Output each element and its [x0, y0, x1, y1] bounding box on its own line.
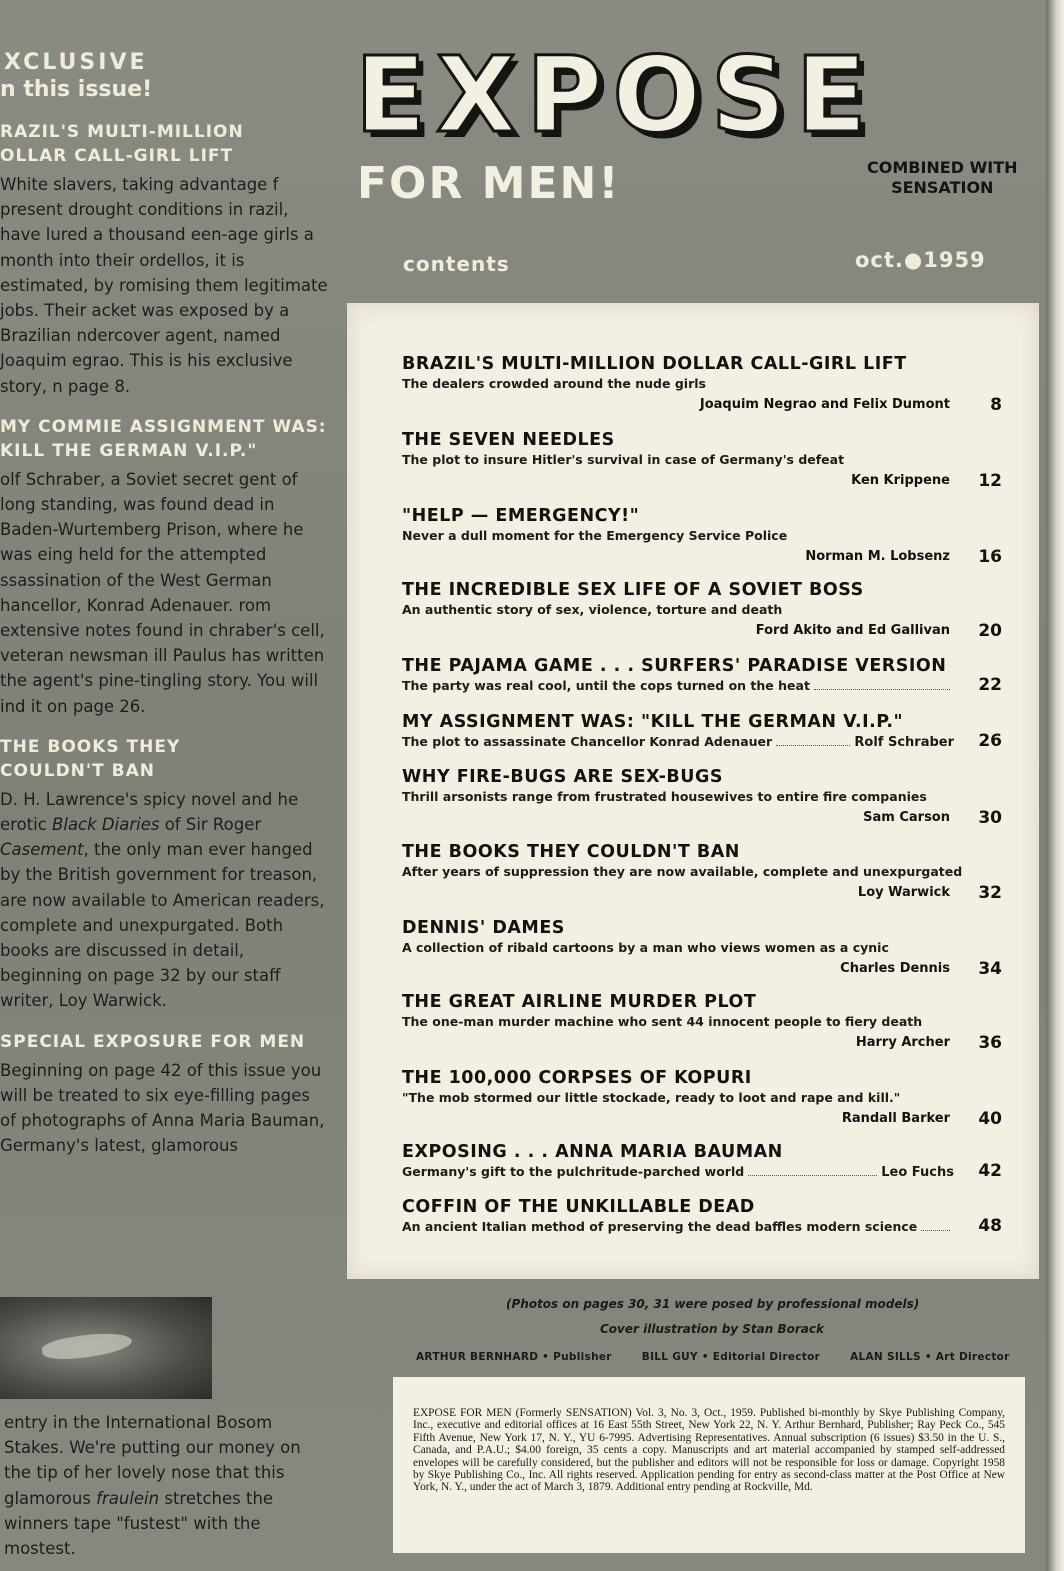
- toc-entry[interactable]: [402, 991, 1002, 1053]
- toc-description: Germany's gift to the pulchritude-parched world: [402, 1164, 745, 1179]
- toc-page-number: 16: [978, 547, 1002, 567]
- cover-illustration-credit: Cover illustration by Stan Borack: [600, 1322, 824, 1336]
- toc-desc-row: [402, 733, 954, 751]
- toc-description: The one-man murder machine who sent 44 innocent people to fiery death: [402, 1014, 923, 1029]
- toc-author: Loy Warwick: [857, 885, 950, 900]
- leader-dots: [921, 1230, 950, 1231]
- toc-entry[interactable]: [402, 579, 1002, 641]
- photo-figure: [41, 1329, 133, 1363]
- sidebar-body: olf Schraber, a Soviet secret gent of long standing, was found dead in Baden-Wurtemberg Prison, where he was eing held for the attempted ssassination of the West German hancellor, Konrad Adenauer. rom extensive notes found in chraber's cell, veteran newsman ill Paulus has written the agent's pine-tingling story. You will ind it on page 26.: [0, 469, 325, 716]
- toc-page-number: 8: [990, 395, 1002, 415]
- toc-author: Norman M. Lobsenz: [805, 549, 950, 564]
- toc-page-number: 20: [978, 621, 1002, 641]
- sidebar-exclusive-heading: XCLUSIVE: [4, 50, 148, 75]
- toc-title: THE SEVEN NEEDLES: [402, 430, 615, 450]
- toc-description: The dealers crowded around the nude girls: [402, 376, 706, 391]
- toc-author: Randall Barker: [841, 1111, 950, 1126]
- sidebar-section-books: [0, 735, 330, 1014]
- sidebar-section-special: [0, 1030, 330, 1159]
- toc-entry[interactable]: [402, 841, 1002, 903]
- toc-description: Never a dull moment for the Emergency Service Police: [402, 528, 788, 543]
- masthead: [355, 34, 1055, 276]
- toc-author: Rolf Schraber: [854, 735, 954, 750]
- toc-title: THE GREAT AIRLINE MURDER PLOT: [402, 992, 757, 1012]
- sidebar-section-commie: [0, 415, 330, 719]
- sidebar: [0, 50, 330, 1159]
- sidebar-heading: THE BOOKS THEY: [0, 736, 181, 757]
- staff-art-director: ALAN SILLS • Art Director: [850, 1351, 1010, 1363]
- toc-author: Sam Carson: [863, 810, 950, 825]
- leader-dots: [814, 689, 950, 690]
- sidebar-body-italic: Casement: [0, 840, 84, 860]
- sidebar-tail-a: entry in the International Bosom Stakes. We're putting our money on the tip of her lovely nose that this glamorous: [4, 1413, 301, 1508]
- toc-page-number: 36: [978, 1033, 1002, 1053]
- toc-page-number: 42: [978, 1161, 1002, 1181]
- toc-title: COFFIN OF THE UNKILLABLE DEAD: [402, 1197, 755, 1217]
- toc-description: Thrill arsonists range from frustrated housewives to entire fire companies: [402, 789, 927, 804]
- toc-description: A collection of ribald cartoons by a man who views women as a cynic: [402, 940, 889, 955]
- toc-entry[interactable]: [402, 1196, 1002, 1236]
- toc-author: Ford Akito and Ed Gallivan: [755, 623, 950, 638]
- toc-entry[interactable]: [402, 655, 1002, 695]
- toc-title: WHY FIRE-BUGS ARE SEX-BUGS: [402, 767, 723, 787]
- toc-desc-row: [402, 1218, 954, 1236]
- toc-page-number: 32: [978, 883, 1002, 903]
- toc-author: Charles Dennis: [840, 961, 950, 976]
- toc-description: The plot to assassinate Chancellor Konrad Adenauer: [402, 734, 773, 749]
- toc-description: After years of suppression they are now available, complete and unexpurgated: [402, 864, 963, 879]
- toc-description: An ancient Italian method of preserving the dead baffles modern science: [402, 1219, 918, 1234]
- toc-title: THE BOOKS THEY COULDN'T BAN: [402, 842, 740, 862]
- contents-label: contents: [403, 252, 510, 276]
- sidebar-body: [0, 787, 330, 1014]
- toc-desc-row: [402, 1163, 954, 1181]
- toc-page-number: 26: [978, 731, 1002, 751]
- sidebar-section-brazil: [0, 120, 330, 399]
- magazine-title: EXPOSE: [355, 34, 877, 156]
- toc-title: BRAZIL'S MULTI-MILLION DOLLAR CALL-GIRL LIFT: [402, 354, 907, 374]
- sidebar-heading: KILL THE GERMAN V.I.P.": [0, 440, 258, 461]
- sidebar-body: White slavers, taking advantage f present drought conditions in razil, have lured a thousand een-age girls a month into their ordellos, it is estimated, by romising them legitimate jobs. Their acket was exposed by a Brazilian ndercover agent, named Joaquim egrao. This is his exclusive story, n page 8.: [0, 175, 328, 396]
- toc-page-number: 48: [978, 1216, 1002, 1236]
- toc-author: Harry Archer: [855, 1035, 950, 1050]
- toc-page-number: 12: [978, 471, 1002, 491]
- toc-entry[interactable]: [402, 1141, 1002, 1181]
- toc-title: THE PAJAMA GAME . . . SURFERS' PARADISE VERSION: [402, 656, 947, 676]
- combined-line-1: COMBINED WITH: [867, 158, 1018, 177]
- toc-title: EXPOSING . . . ANNA MARIA BAUMAN: [402, 1142, 783, 1162]
- toc-entry[interactable]: [402, 711, 1002, 751]
- issue-date: oct.●1959: [855, 248, 986, 272]
- sidebar-heading: COULDN'T BAN: [0, 760, 155, 781]
- toc-title: "HELP — EMERGENCY!": [402, 506, 640, 526]
- sidebar-tail-b: stretches the winners tape "fustest" with the mostest.: [4, 1488, 274, 1559]
- toc-title: THE INCREDIBLE SEX LIFE OF A SOVIET BOSS: [402, 580, 864, 600]
- toc-title: MY ASSIGNMENT WAS: "KILL THE GERMAN V.I.P.": [402, 712, 904, 732]
- combined-with-label: [867, 158, 1018, 198]
- table-of-contents: [347, 303, 1039, 1279]
- toc-desc-row: [402, 677, 954, 695]
- sidebar-tail-italic: fraulein: [96, 1488, 160, 1508]
- staff-editorial-director: BILL GUY • Editorial Director: [641, 1351, 821, 1363]
- combined-line-2: SENSATION: [891, 178, 994, 197]
- toc-description: "The mob stormed our little stockade, ready to loot and rape and kill.": [402, 1090, 901, 1105]
- publishing-info-text: EXPOSE FOR MEN (Formerly SENSATION) Vol. 3, No. 3, Oct., 1959. Published bi-monthly by Skye Publishing Company, Inc., executive and editorial offices at 16 East 55th Street, New York 22, N. Y. Arthur Bernhard, Publisher; Ray Peck Co., 545 Fifth Avenue, New York 17, N. Y., YU 6-7995. Advertising Representatives. Annual subscription (6 issues) $3.50 in the U. S., Canada, and P.A.U.; $4.00 foreign, 35 cents a copy. Manuscripts and art material accompanied by stamped self-addressed envelopes will be carefully considered, but the publisher and editors will not be responsible for loss or damage. Copyright 1958 by Skye Publishing Co., Inc. All rights reserved. Application pending for entry as second-class matter at the Post Office at New York, N. Y., under the act of March 3, 1879. Additional entry pending at Rockville, Md.: [413, 1407, 1005, 1494]
- sidebar-body-text: of Sir Roger: [159, 815, 262, 835]
- toc-page-number: 40: [978, 1109, 1002, 1129]
- staff-credits: [416, 1351, 1010, 1363]
- toc-description: The party was real cool, until the cops turned on the heat: [402, 678, 810, 693]
- sidebar-photo: [0, 1297, 212, 1399]
- toc-entry[interactable]: [402, 353, 1002, 415]
- toc-description: The plot to insure Hitler's survival in case of Germany's defeat: [402, 452, 845, 467]
- toc-entry[interactable]: [402, 917, 1002, 979]
- sidebar-body-text: D. H. Lawrence's spicy novel and he erotic: [0, 789, 299, 835]
- magazine-subtitle: FOR MEN!: [357, 158, 621, 209]
- publishing-info-box: [393, 1377, 1025, 1553]
- toc-page-number: 34: [978, 959, 1002, 979]
- toc-page-number: 30: [978, 808, 1002, 828]
- sidebar-in-this-issue: n this issue!: [0, 77, 153, 102]
- toc-description: An authentic story of sex, violence, torture and death: [402, 602, 783, 617]
- toc-author: Leo Fuchs: [881, 1165, 954, 1180]
- sidebar-heading: MY COMMIE ASSIGNMENT WAS:: [0, 416, 327, 437]
- toc-entry[interactable]: [402, 1067, 1002, 1129]
- sidebar-body-text: , the only man ever hanged by the British government for treason, are now available to American readers, complete and unexpurgated. Both books are discussed in detail, beginning on page 32 by our staff writer, Loy Warwick.: [0, 840, 325, 1011]
- sidebar-heading: SPECIAL EXPOSURE FOR MEN: [0, 1031, 306, 1052]
- toc-entry[interactable]: [402, 766, 1002, 828]
- toc-page-number: 22: [978, 675, 1002, 695]
- toc-title: THE 100,000 CORPSES OF KOPURI: [402, 1068, 752, 1088]
- photo-note: (Photos on pages 30, 31 were posed by professional models): [506, 1297, 920, 1311]
- staff-publisher: ARTHUR BERNHARD • Publisher: [416, 1351, 612, 1363]
- leader-dots: [776, 745, 850, 746]
- toc-author: Ken Krippene: [851, 473, 950, 488]
- sidebar-heading: RAZIL'S MULTI-MILLION: [0, 122, 244, 142]
- sidebar-heading: OLLAR CALL-GIRL LIFT: [0, 146, 234, 166]
- sidebar-body-italic: Black Diaries: [52, 815, 160, 835]
- toc-title: DENNIS' DAMES: [402, 918, 565, 938]
- leader-dots: [748, 1175, 877, 1176]
- sidebar-tail-text: [4, 1410, 324, 1561]
- toc-entry[interactable]: [402, 429, 1002, 491]
- toc-author: Joaquim Negrao and Felix Dumont: [699, 397, 950, 412]
- toc-entry[interactable]: [402, 505, 1002, 567]
- sidebar-body: Beginning on page 42 of this issue you will be treated to six eye-filling pages of photographs of Anna Maria Bauman, Germany's latest, glamorous: [0, 1060, 325, 1156]
